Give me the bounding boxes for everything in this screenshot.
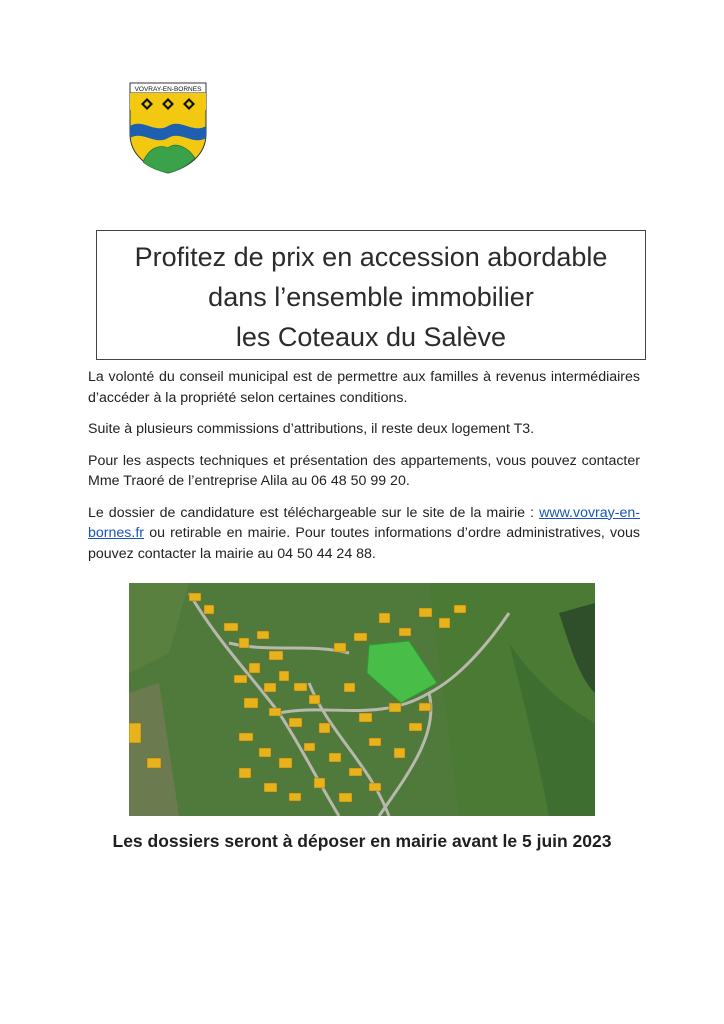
headline-line-2: dans l’ensemble immobilier xyxy=(208,282,534,312)
paragraph-intro: La volonté du conseil municipal est de permettre aux familles à revenus intermédiaires d’accéder à la propriété selon certaines conditions. xyxy=(88,369,640,406)
application-text-before: Le dossier de candidature est téléchargeable sur le site de la mairie : xyxy=(88,504,540,521)
deadline-notice: Les dossiers seront à déposer en mairie avant le 5 juin 2023 xyxy=(112,831,612,851)
headline-line-1: Profitez de prix en accession abordable xyxy=(134,242,608,272)
paragraph-contact: Pour les aspects techniques et présentation des appartements, vous pouvez contacter Mme Traoré de l’entreprise Alila au 06 48 50 99 20. xyxy=(88,452,640,489)
crest-label: VOVRAY-EN-BORNES xyxy=(134,86,202,93)
body-text xyxy=(88,367,640,575)
municipal-crest xyxy=(129,82,207,174)
aerial-site-map xyxy=(129,583,595,816)
paragraph-application xyxy=(88,503,640,565)
paragraph-remaining: Suite à plusieurs commissions d’attributions, il reste deux logement T3. xyxy=(88,421,535,437)
headline-line-3: les Coteaux du Salève xyxy=(235,322,507,352)
application-text-after: ou retirable en mairie. Pour toutes informations d’ordre administratives, vous pouvez contacter la mairie au 04 50 44 24 88. xyxy=(88,525,640,562)
headline-box xyxy=(96,230,646,360)
mairie-website-link[interactable]: www.vovray-en-bornes.fr xyxy=(88,504,640,541)
